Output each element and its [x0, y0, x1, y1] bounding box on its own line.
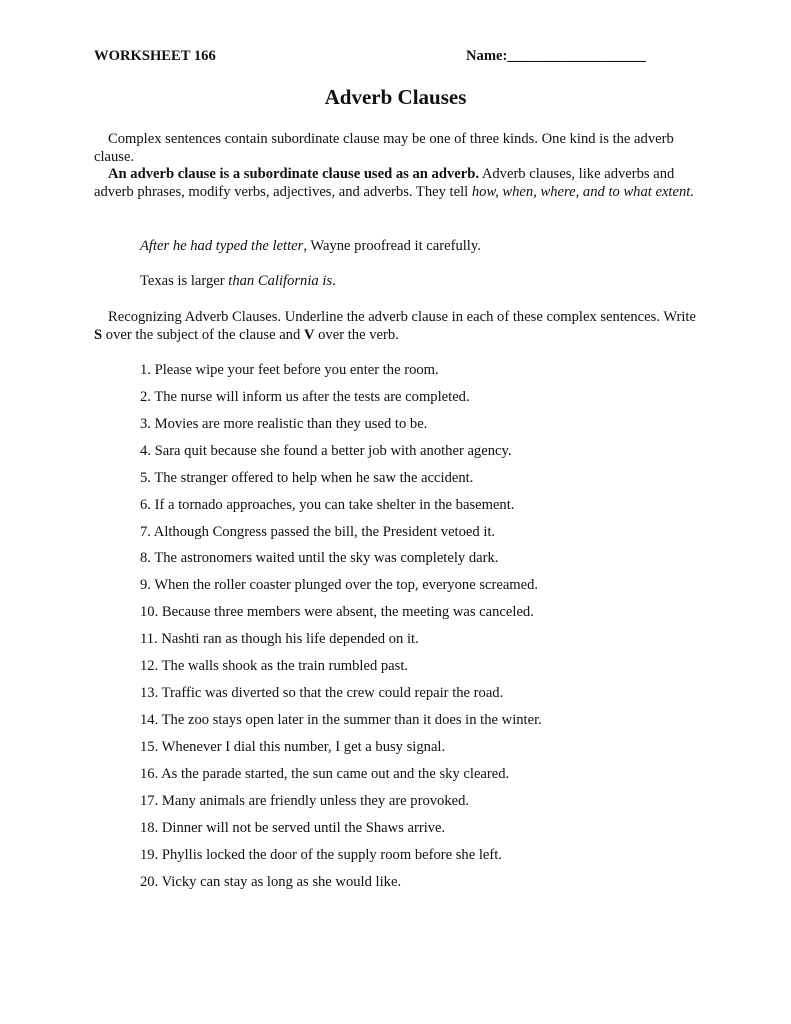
instructions-paragraph — [94, 308, 702, 344]
instructions-text-1: Recognizing Adverb Clauses. Underline the adverb clause in each of these complex sentences. Write — [108, 309, 696, 325]
exercise-list — [140, 361, 542, 899]
example-2-before: Texas is larger — [140, 273, 229, 289]
exercise-item: 3. Movies are more realistic than they used to be. — [140, 415, 428, 432]
exercise-item: 12. The walls shook as the train rumbled past. — [140, 658, 409, 675]
exercise-item: 15. Whenever I dial this number, I get a busy signal. — [140, 738, 446, 755]
exercise-item: 8. The astronomers waited until the sky was completely dark. — [140, 550, 499, 567]
example-2-clause: than California is — [228, 273, 333, 289]
exercise-item: 10. Because three members were absent, the meeting was canceled. — [140, 604, 534, 621]
intro-text: Complex sentences contain subordinate clause may be one of three kinds. One kind is the adverb clause. — [94, 131, 674, 165]
instructions-text-3: over the verb. — [314, 327, 399, 343]
example-1-clause: After he had typed the letter — [140, 238, 304, 254]
definition-italic: how, when, where, and to what extent. — [471, 184, 694, 200]
exercise-item: 13. Traffic was diverted so that the crew could repair the road. — [140, 685, 504, 702]
exercise-item: 18. Dinner will not be served until the Shaws arrive. — [140, 819, 446, 836]
exercise-item: 16. As the parade started, the sun came out and the sky cleared. — [140, 765, 510, 782]
exercise-item: 5. The stranger offered to help when he saw the accident. — [140, 469, 474, 486]
example-2-after: . — [332, 273, 336, 289]
worksheet-number: WORKSHEET 166 — [94, 48, 216, 64]
exercise-item: 19. Phyllis locked the door of the supply room before she left. — [140, 846, 502, 863]
instructions-text-2: over the subject of the clause and — [102, 327, 304, 343]
exercise-item: 2. The nurse will inform us after the tests are completed. — [140, 388, 470, 405]
page-title: Adverb Clauses — [324, 85, 467, 109]
example-1-rest: , Wayne proofread it carefully. — [303, 238, 481, 254]
exercise-item: 14. The zoo stays open later in the summer than it does in the winter. — [140, 711, 542, 728]
example-sentence-1 — [140, 237, 481, 255]
subject-marker: S — [94, 327, 103, 343]
exercise-item: 4. Sara quit because she found a better job with another agency. — [140, 442, 512, 459]
exercise-item: 11. Nashti ran as though his life depended on it. — [140, 631, 419, 648]
intro-paragraph — [94, 130, 702, 166]
exercise-item: 1. Please wipe your feet before you enter the room. — [140, 362, 439, 378]
definition-bold: An adverb clause is a subordinate clause used as an adverb. — [108, 166, 479, 182]
example-sentence-2 — [140, 272, 336, 290]
verb-marker: V — [303, 327, 315, 343]
exercise-item: 17. Many animals are friendly unless they are provoked. — [140, 792, 470, 809]
definition-text: Adverb clauses, like adverbs and adverb phrases, modify verbs, adjectives, and adverbs. They tell — [94, 166, 675, 200]
exercise-item: 20. Vicky can stay as long as she would like. — [140, 873, 402, 890]
exercise-item: 9. When the roller coaster plunged over the top, everyone screamed. — [140, 577, 539, 594]
name-label: Name:___________________ — [466, 48, 646, 64]
exercise-item: 7. Although Congress passed the bill, the President vetoed it. — [140, 523, 496, 540]
exercise-item: 6. If a tornado approaches, you can take shelter in the basement. — [140, 496, 515, 513]
definition-paragraph — [94, 165, 702, 201]
